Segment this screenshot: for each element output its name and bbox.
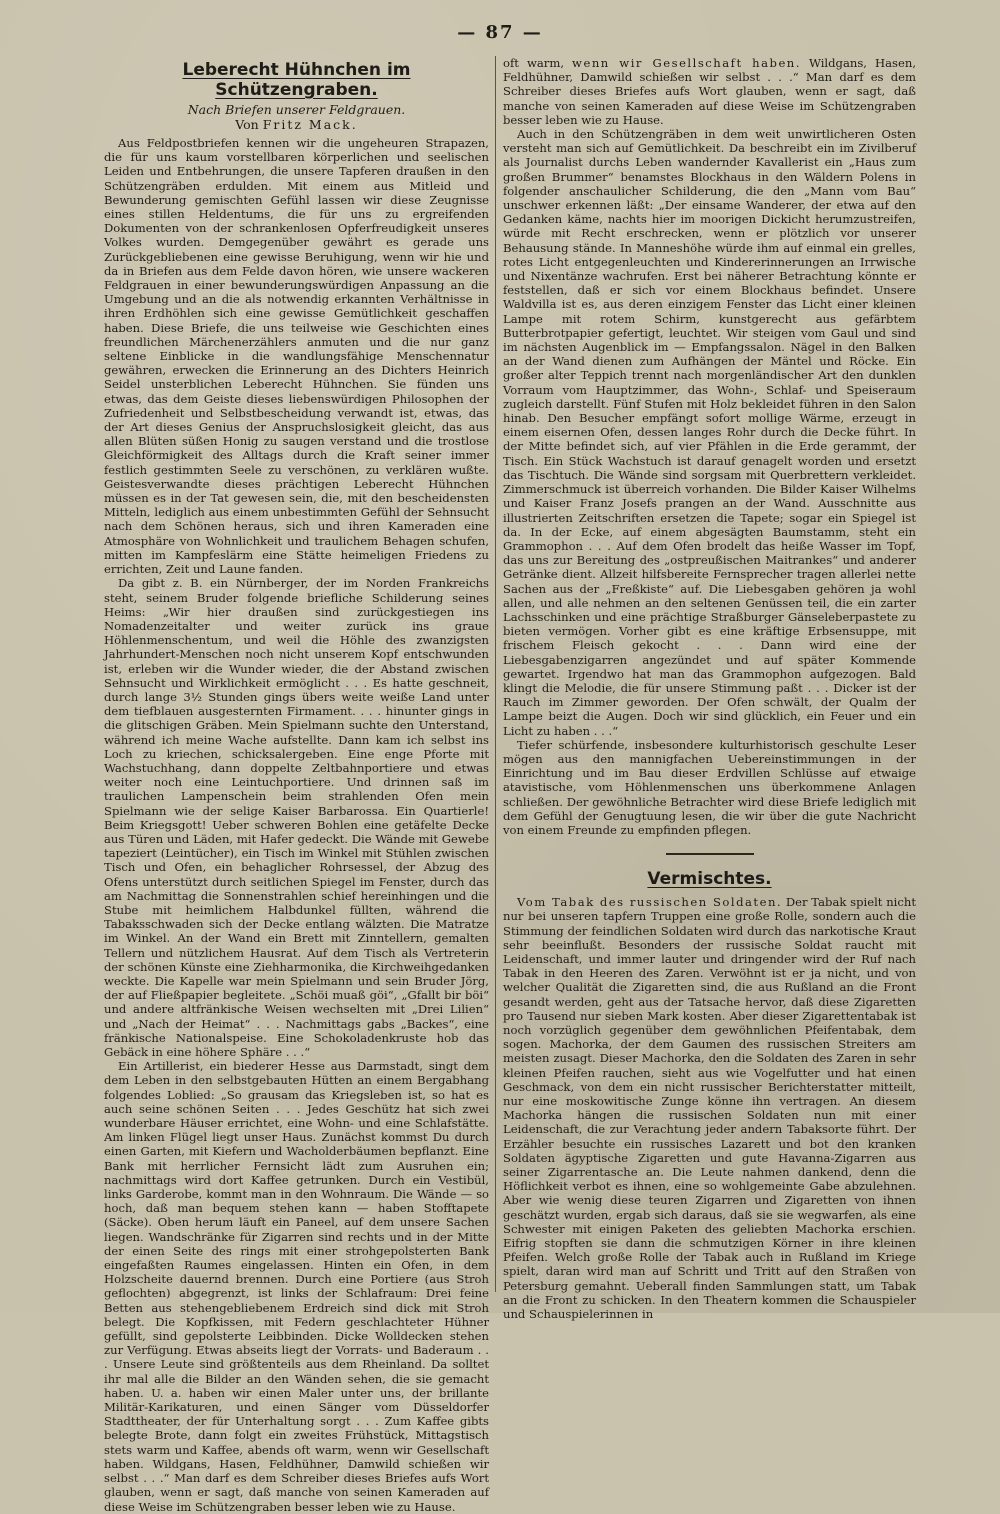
- byline-author: Fritz Mack.: [262, 117, 358, 132]
- column-divider: [495, 56, 496, 1292]
- article-paragraph-5: Tiefer schürfende, insbesondere kulturhistorisch geschulte Leser mögen aus den mannigfachen Uebereinstimmungen in der Einrichtung und im Bau dieser Erdvillen Schlüsse auf etwaige atavistische, vom Höhlenmenschen uns überkommene Anlagen schließen. Der gewöhnliche Betrachter wird diese Briefe lediglich mit dem Gefühl der Genugtuung lesen, die wir über die gute Nachricht von einem Freunde zu empfinden pflegen.: [503, 737, 916, 837]
- misc-section-title: Vermischtes.: [647, 869, 772, 890]
- article-byline: [104, 117, 489, 132]
- article-paragraph-3: Ein Artillerist, ein biederer Hesse aus Darmstadt, singt dem dem Leben in den selbstgebauten Hütten an einem Bergabhang folgendes Loblied: „So grausam das Kriegsleben ist, so hat es auch seine schönen Seiten . . . Jedes Geschütz hat sich zwei wunderbare Häuser errichtet, eine Wohn- und eine Schlafstätte. Am linken Flügel liegt unser Haus. Zunächst kommst Du durch einen Garten, mit Kiefern und Wacholderbäumen bepflanzt. Eine Bank mit herrlicher Fernsicht lädt zum Ausruhen ein; nachmittags wird dort Kaffee getrunken. Durch ein Vestibül, links Garderobe, kommt man in den Wohnraum. Die Wände — so hoch, daß man bequem stehen kann — haben Stofftapete (Säcke). Oben herum läuft ein Paneel, auf dem unsere Sachen liegen. Wandschränke für Zigarren sind rechts und in der Mitte der einen Seite des rings mit einer strohgepolsterten Bank eingefaßten Raumes eingelassen. Hinten ein Ofen, in dem Holzscheite dauernd brennen. Durch eine Portiere (aus Stroh geflochten) abgegrenzt, ist links der Schlafraum: Drei feine Betten aus stehengebliebenem Erdreich sind dick mit Stroh belegt. Die Kopfkissen, mit Federn geschlachteter Hühner gefüllt, sind gepolsterte Leibbinden. Dicke Wolldecken stehen zur Verfügung. Etwas abseits liegt der Vorrats- und Baderaum . . . Unsere Leute sind größtenteils aus dem Rheinland. Da solltet ihr mal alle die Bilder an den Wänden sehen, die sie gemacht haben. U. a. haben wir einen Maler unter uns, der brillante Militär-Karikaturen, und einen Sänger vom Düsseldorfer Stadttheater, der für Unterhaltung sorgt . . . Zum Kaffee gibts belegte Brote, dann folgt ein zweites Frühstück, Mittagstisch stets warm und Kaffee, abends oft warm, wenn wir Gesellschaft haben. Wildgans, Hasen, Feldhühner, Damwild schießen wir selbst . . .“ Man darf es dem Schreiber dieses Briefes aufs Wort glauben, wenn er sagt, daß manche von seinen Kameraden auf diese Weise im Schützengraben besser leben wie zu Hause.: [104, 1059, 489, 1514]
- misc-item-heading: Vom Tabak des russischen Soldaten.: [517, 895, 783, 910]
- page-number: — 87 —: [457, 22, 543, 43]
- article-paragraph-4: Auch in den Schützengräben in dem weit unwirtlicheren Osten versteht man sich auf Gemütlichkeit. Da beschreibt ein im Zivilberuf als Journalist durchs Leben wandernder Kavallerist ein „Haus zum großen Brummer“ benamstes Blockhaus in den Wäldern Polens in folgender anschaulicher Schilderung, die den „Mann vom Bau“ unschwer erkennen läßt: „Der einsame Wanderer, der etwa auf den Gedanken käme, nachts hier im moorigen Dickicht herumzustreifen, würde mit Recht erschrecken, wenn er plötzlich vor unserer Behausung stände. In Manneshöhe würde ihm auf einmal ein grelles, rotes Licht entgegenleuchten und Kindererinnerungen an Irrwische und Nixentänze wachrufen. Erst bei näherer Betrachtung könnte er feststellen, daß er sich vor einem Blockhaus befindet. Unsere Waldvilla ist es, aus deren einzigem Fenster das Licht einer kleinen Lampe mit rotem Schirm, kunstgerecht aus gefärbtem Butterbrotpapier gefertigt, leuchtet. Wir steigen vom Gaul und sind im nächsten Augenblick im — Empfangssalon. Nägel in den Balken an der Wand dienen zum Aufhängen der Mäntel und Röcke. Ein großer alter Teppich trennt nach morgenländischer Art den dunklen Vorraum vom Hauptzimmer, das Wohn-, Schlaf- und Speiseraum zugleich darstellt. Fünf Stufen mit Holz bekleidet führen in den Salon hinab. Den Besucher empfängt sofort mollige Wärme, erzeugt in einem eisernen Ofen, dessen langes Rohr durch die Decke führt. In der Mitte befindet sich, auf vier Pfählen in die Erde gerammt, der Tisch. Ein Stück Wachstuch ist darauf genagelt worden und ersetzt das Tischtuch. Die Wände sind sorgsam mit Querbrettern verkleidet. Zimmerschmuck ist überreich vorhanden. Die Bilder Kaiser Wilhelms und Kaiser Franz Josefs prangen an der Wand. Ausschnitte aus illustrierten Zeitschriften ersetzen die Tapete; sogar ein Spiegel ist da. In der Ecke, auf einem abgesägten Baumstamm, steht ein Grammophon . . . Auf dem Ofen brodelt das heiße Wasser im Topf, das uns zur Bereitung des „ostpreußischen Maitrankes“ und anderer Getränke dient. Allzeit hilfsbereite Fernsprecher tragen allerlei nette Sachen aus der „Freßkiste“ auf. Die Liebesgaben gehören ja wohl allen, und alle nehmen an den seltenen Genüssen teil, die ein zarter Lachsschinken und eine prächtige Straßburger Gänseleberpastete zu bieten vermögen. Vorher gibt es eine kräftige Erbsensuppe, mit frischem Fleisch gekocht . . . Dann wird eine der Liebesgabenzigarren angezündet und auf später Kommende gewartet. Irgendwo hat man das Grammophon aufgezogen. Bald klingt die Melodie, die für unsere Stimmung paßt . . . Dicker ist der Rauch im Zimmer geworden. Der Ofen schwält, der Qualm der Lampe beizt die Augen. Doch wir sind glücklich, ein Feuer und ein Licht zu haben . . .“: [503, 127, 916, 738]
- right-column: [503, 56, 916, 1322]
- article-paragraph-2: Da gibt z. B. ein Nürnberger, der im Norden Frankreichs steht, seinem Bruder folgende briefliche Schilderung seines Heims: „Wir hier draußen sind zurückgestiegen ins Nomadenzeitalter und weiter zurück ins graue Höhlenmenschentum, und weil die Höhle des zwanzigsten Jahrhundert-Menschen noch nicht unserem Kopf entschwunden ist, erleben wir die Wunder wieder, die der Abstand zwischen Sehnsucht und Wirklichkeit ermöglicht . . . Es hatte geschneit, durch lange 3½ Stunden gings übers weite weiße Land unter dem tiefblauen ausgesternten Firmament. . . . hinunter gings in die glitschigen Gräben. Mein Spielmann suchte den Unterstand, während ich meine Wache aufstellte. Dann kam ich selbst ins Loch zu kriechen, schicksalergeben. Eine enge Pforte mit Wachstuchhang, dann doppelte Zeltbahnportiere und etwas weiter noch eine Leintuchportiere. Und drinnen saß im traulichen Lampenschein beim strahlenden Ofen mein Spielmann wie der selige Kaiser Barbarossa. Ein Quartierle! Beim Kriegsgott! Ueber schweren Bohlen eine getäfelte Decke aus Türen und Läden, mit Hafer gedeckt. Die Wände mit Gewebe tapeziert (Leintücher), ein Tisch im Winkel mit Stühlen zwischen Tisch und Ofen, ein behaglicher Rohrsessel, der Abzug des Ofens unterstützt durch seitlichen Spiegel im Fenster, durch das am Nachmittag die Sonnenstrahlen schief hereinhingen und die Stube mit heimlichem Halbdunkel füllten, während die Tabaksschwaden sich der Decke entlang wälzten. Die Matratze im Winkel. An der Wand ein Brett mit Zinntellern, gemalten Tellern und nützlichem Hausrat. Auf dem Tisch als Vertreterin der schönen Künste eine Ziehharmonika, die Kirchweihgedanken weckte. Die Kapelle war mein Spielmann und sein Bruder Jörg, der auf Fließpapier begleitete. „Schöi muaß göi“, „Gfallt bir böi“ und andere altfränkische Weisen wechselten mit „Drei Lilien“ und „Nach der Heimat“ . . . Nachmittags gabs „Backes“, eine fränkische Nationalspeise. Eine Schokoladenkruste hob das Gebäck in eine höhere Sphäre . . .“: [104, 576, 489, 1059]
- byline-prefix: Von: [235, 117, 259, 132]
- left-column: [104, 56, 489, 1514]
- section-divider: [666, 853, 754, 855]
- misc-item: [503, 895, 916, 1321]
- article-paragraph-1: Aus Feldpostbriefen kennen wir die ungeheuren Strapazen, die für uns kaum vorstellbaren körperlichen und seelischen Leiden und Entbehrungen, die unsere Tapferen draußen in den Schützengräben erdulden. Mit einem aus Mitleid und Bewunderung gemischten Gefühl lassen wir diese Zeugnisse eines stillen Heldentums, die für uns zu ergreifenden Dokumenten von der schrankenlosen Opferfreudigkeit unseres Volkes wurden. Demgegenüber gewährt es gerade uns Zurückgebliebenen eine gewisse Beruhigung, wenn wir hie und da in Briefen aus dem Felde davon hören, wie unsere wackeren Feldgrauen in einer bewunderungswürdigen Anpassung an die Umgebung und an die als notwendig erkannten Verhältnisse in ihren Erdhöhlen sich eine gewisse Gemütlichkeit geschaffen haben. Diese Briefe, die uns teilweise wie Geschichten eines freundlichen Märchenerzählers anmuten und die nur ganz seltene Einblicke in die wandlungsfähige Menschennatur gewähren, erwecken die Erinnerung an des Dichters Heinrich Seidel unsterblichen Leberecht Hühnchen. Sie fünden uns etwas, das dem Geiste dieses liebenswürdigen Philosophen der Zufriedenheit und Selbstbescheidung verwandt ist, etwas, das der Art dieses Genius der Anspruchslosigkeit gleicht, das aus allen Blüten süßen Honig zu saugen verstand und die trostlose Gleichförmigkeit des Alltags durch die Kraft seiner immer festlich gestimmten Seele zu verschönen, zu verklären wußte. Geistesverwandte dieses prächtigen Leberecht Hühnchen müssen es in der Tat gewesen sein, die, mit den bescheidensten Mitteln, lediglich aus einem unbestimmten Gefühl der Sehnsucht nach dem Schönen heraus, sich und ihren Kameraden eine Atmosphäre von Wohnlichkeit und traulichem Behagen schufen, mitten im Kampfeslärm eine Stätte heimeligen Friedens zu errichten, Zeit und Laune fanden.: [104, 136, 489, 577]
- misc-item-text: Der Tabak spielt nicht nur bei unseren tapfern Truppen eine große Rolle, sondern auch die Stimmung der feindlichen Soldaten wird durch das narkotische Kraut sehr beeinflußt. Besonders der russische Soldat raucht mit Leidenschaft, und immer lauter und dringender wird der Ruf nach Tabak in den Heeren des Zaren. Verwöhnt ist er ja nicht, und von welcher Qualität die Zigaretten sind, die aus Rußland an die Front gesandt werden, geht aus der Tatsache hervor, daß diese Zigaretten pro Tausend nur sieben Mark kosten. Aber dieser Zigarettentabak ist noch vorzüglich gegenüber dem gewöhnlichen Pfeifentabak, dem sogen. Machorka, der dem Gaumen des russischen Streiters am meisten zusagt. Dieser Machorka, den die Soldaten des Zaren in sehr kleinen Pfeifen rauchen, sieht aus wie Vogelfutter und hat einen Geschmack, von dem ein nicht russischer Berichterstatter mitteilt, nur eine moskowitische Zunge könne ihn vertragen. An diesem Machorka hängen die russischen Soldaten nun mit einer Leidenschaft, die zur Verachtung jeder andern Tabaksorte führt. Der Erzähler besuchte ein russisches Lazarett und bot den kranken Soldaten ägyptische Zigaretten und gute Havanna-Zigarren aus seiner Zigarrentasche an. Die Leute nahmen dankend, denn die Höflichkeit verbot es ihnen, eine so wohlgemeinte Gabe abzulehnen. Aber wie wenig diese teuren Zigarren und Zigaretten von ihnen geschätzt wurden, ergab sich daraus, daß sie sie wegwarfen, als eine Schwester mit einigen Paketen des geliebten Machorka erschien. Eifrig stopften sie dann die schmutzigen Körner in ihre kleinen Pfeifen. Welch große Rolle der Tabak auch in Rußland im Kriege spielt, daran wird man auf Schritt und Tritt auf den Straßen von Petersburg gemahnt. Ueberall finden Sammlungen statt, um Tabak an die Front zu schicken. In den Theatern kommen die Schauspieler und Schauspielerinnen in: [503, 895, 916, 1322]
- article-paragraph-3-continued: oft warm, wenn wir Gesellschaft haben. Wildgans, Hasen, Feldhühner, Damwild schießen wir selbst . . .“ Man darf es dem Schreiber dieses Briefes aufs Wort glauben, wenn er sagt, daß manche von seinen Kameraden auf diese Weise im Schützengraben besser leben wie zu Hause.: [503, 56, 916, 127]
- article-headline: Leberecht Hühnchen im Schützengraben.: [182, 60, 411, 100]
- article-subtitle: Nach Briefen unserer Feldgrauen.: [187, 102, 406, 117]
